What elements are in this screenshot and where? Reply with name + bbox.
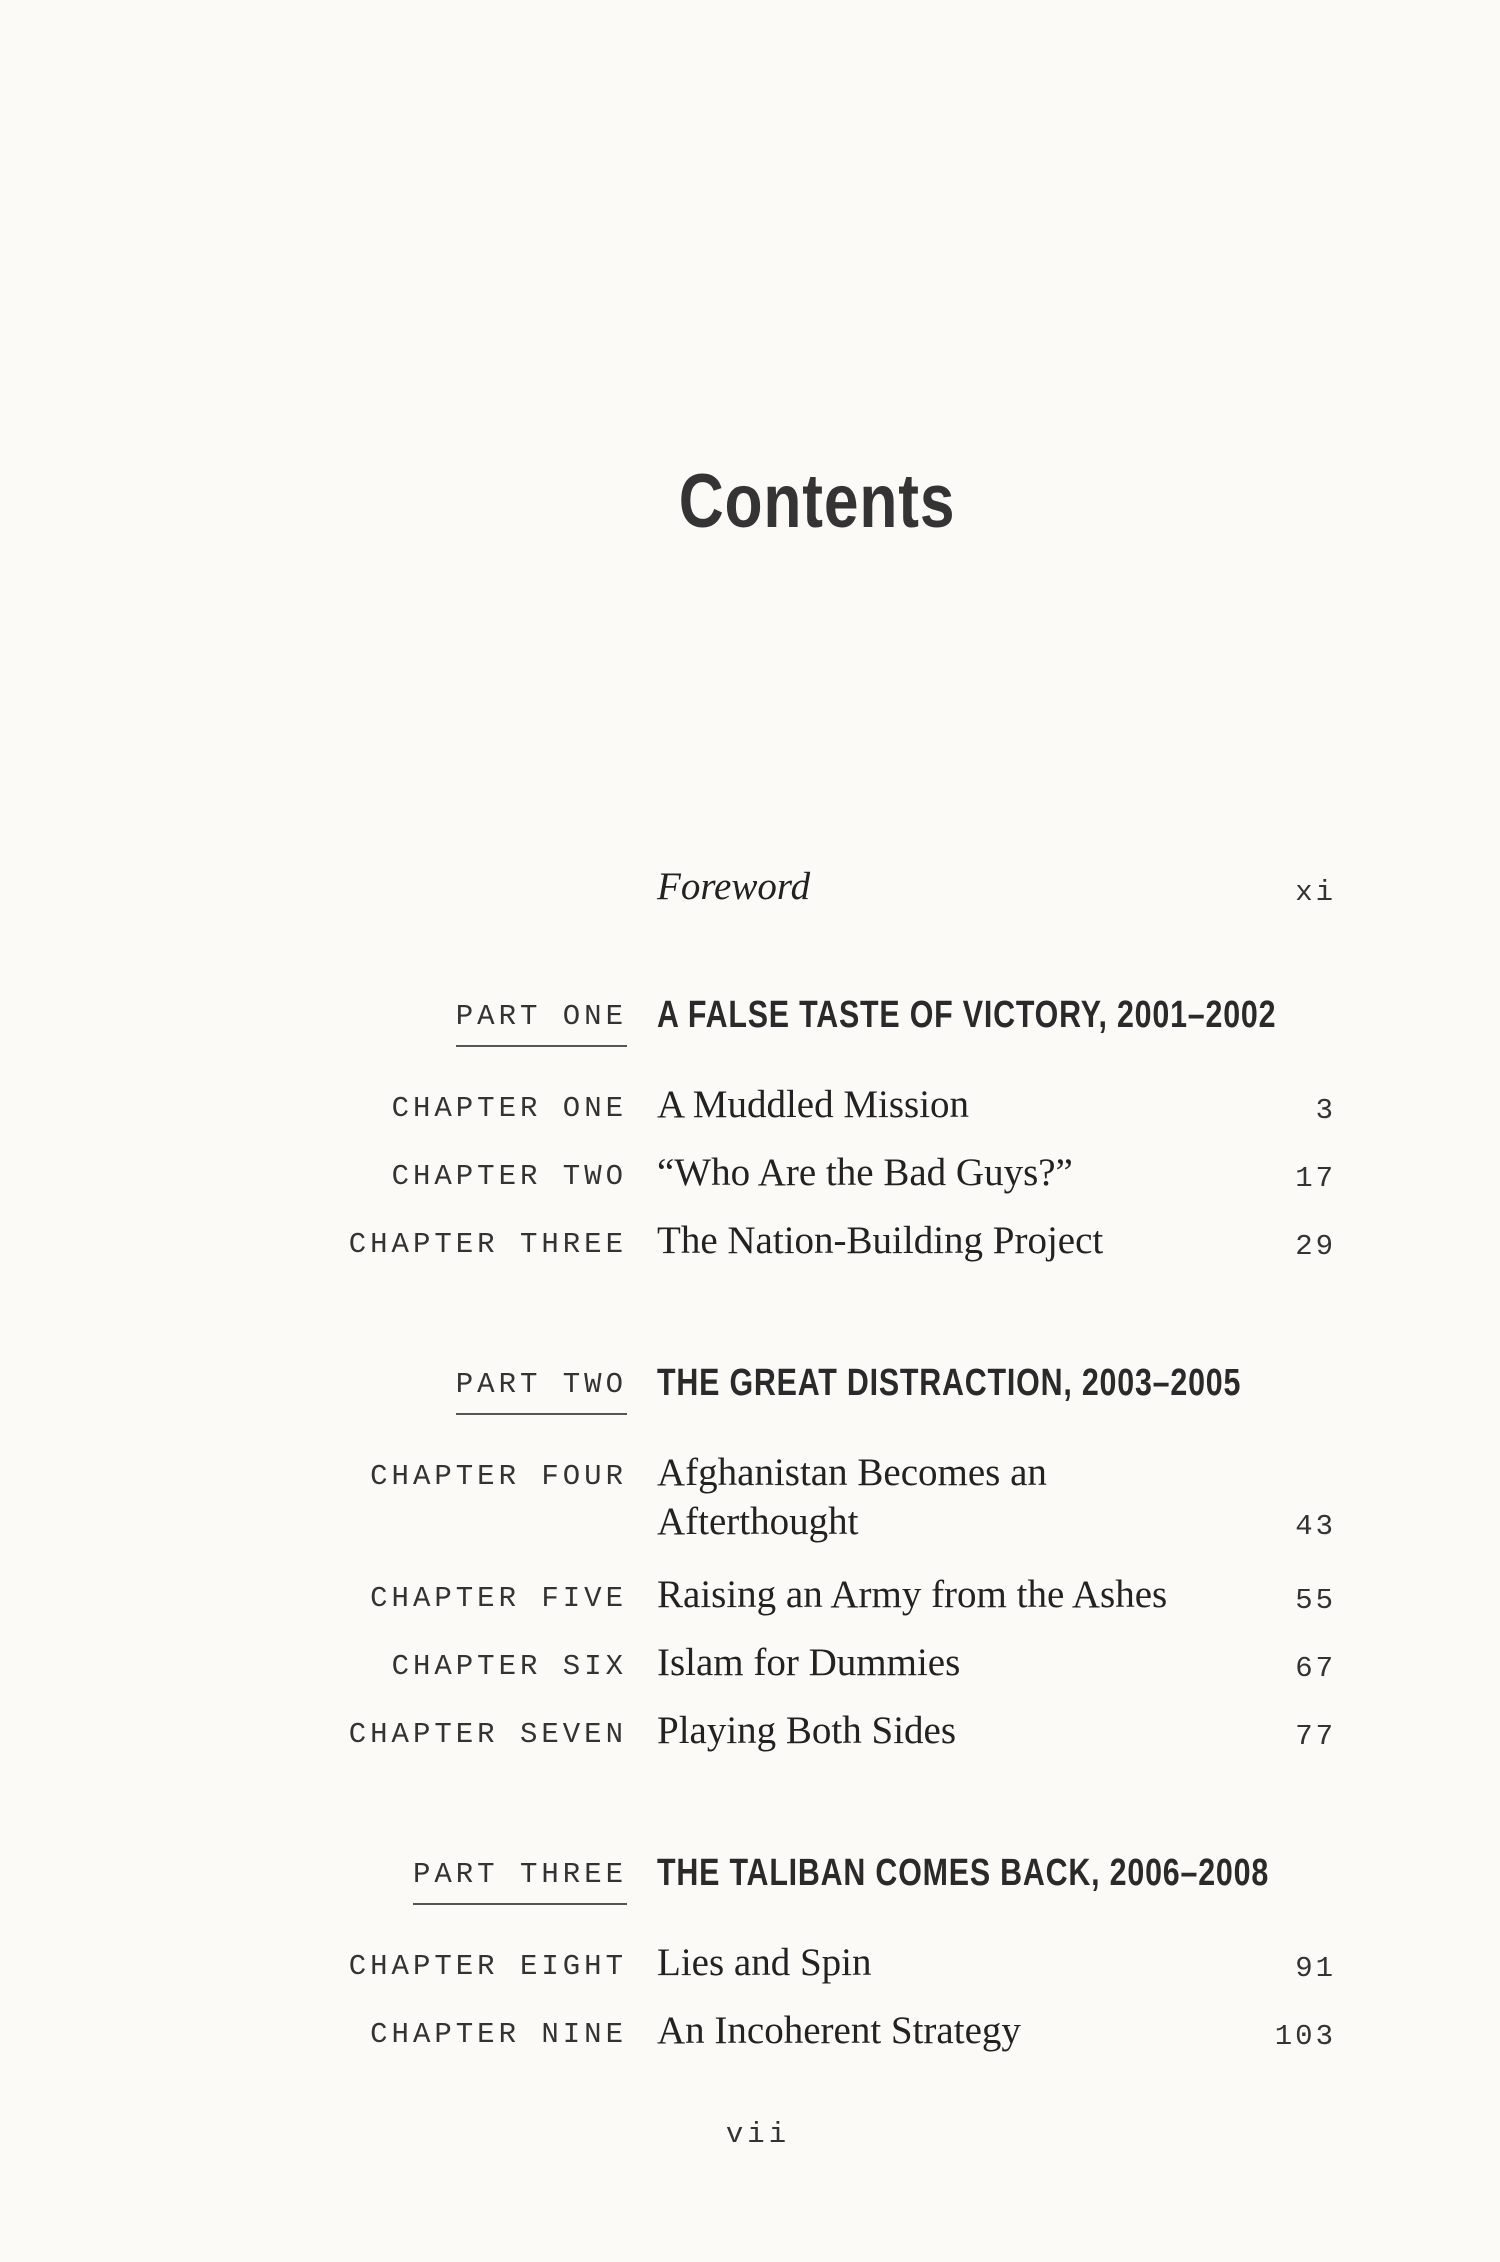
part-label: PART TWO	[456, 1368, 627, 1415]
toc-entry-chapter-three	[0, 1212, 1500, 1272]
chapter-label: CHAPTER FOUR	[370, 1460, 627, 1493]
chapter-title: “Who Are the Bad Guys?”	[657, 1151, 1073, 1194]
chapter-title	[657, 1450, 1047, 1544]
chapter-label: CHAPTER TWO	[391, 1160, 627, 1193]
chapter-title: Lies and Spin	[657, 1941, 872, 1984]
chapter-label: CHAPTER NINE	[370, 2018, 627, 2051]
chapter-title: An Incoherent Strategy	[657, 2009, 1021, 2052]
part-heading-three	[0, 1842, 1500, 1902]
chapter-title: The Nation-Building Project	[657, 1219, 1104, 1262]
chapter-title-line-1: Afghanistan Becomes an	[657, 1451, 1047, 1494]
chapter-label: CHAPTER SEVEN	[348, 1718, 627, 1751]
chapter-label: CHAPTER EIGHT	[348, 1950, 627, 1983]
part-label: PART ONE	[456, 1000, 627, 1047]
toc-entry-chapter-eight	[0, 1934, 1500, 1994]
page-title: Contents	[678, 459, 956, 544]
toc-entry-chapter-six	[0, 1634, 1500, 1694]
chapter-label: CHAPTER ONE	[391, 1092, 627, 1125]
part-title: THE TALIBAN COMES BACK, 2006–2008	[657, 1852, 1270, 1894]
toc-entry-chapter-five	[0, 1566, 1500, 1626]
chapter-title: Raising an Army from the Ashes	[657, 1573, 1168, 1616]
foreword-title: Foreword	[657, 865, 811, 908]
chapter-title: Islam for Dummies	[657, 1641, 961, 1684]
chapter-page: 77	[1295, 1720, 1336, 1753]
chapter-label: CHAPTER SIX	[391, 1650, 627, 1683]
chapter-title: A Muddled Mission	[657, 1083, 970, 1126]
chapter-page: 17	[1295, 1162, 1336, 1195]
part-title: THE GREAT DISTRACTION, 2003–2005	[657, 1362, 1242, 1404]
chapter-page: 91	[1295, 1952, 1336, 1985]
chapter-title-line-2: Afterthought	[657, 1500, 859, 1543]
foreword-page: xi	[1295, 876, 1336, 909]
page-number: vii	[725, 2118, 791, 2151]
chapter-page: 67	[1295, 1652, 1336, 1685]
toc-entry-chapter-one	[0, 1076, 1500, 1136]
toc-entry-chapter-seven	[0, 1702, 1500, 1762]
chapter-label: CHAPTER FIVE	[370, 1582, 627, 1615]
part-label: PART THREE	[413, 1858, 627, 1905]
toc-entry-chapter-two	[0, 1144, 1500, 1204]
part-title: A FALSE TASTE OF VICTORY, 2001–2002	[657, 994, 1277, 1036]
chapter-title: Playing Both Sides	[657, 1709, 957, 1752]
part-heading-two	[0, 1352, 1500, 1412]
chapter-page: 29	[1295, 1230, 1336, 1263]
toc-entry-chapter-nine	[0, 2002, 1500, 2062]
part-heading-one	[0, 984, 1500, 1044]
chapter-page: 43	[1295, 1510, 1336, 1543]
toc-entry-foreword	[0, 858, 1500, 918]
chapter-label: CHAPTER THREE	[348, 1228, 627, 1261]
chapter-page: 55	[1295, 1584, 1336, 1617]
chapter-page: 103	[1274, 2020, 1336, 2053]
chapter-page: 3	[1315, 1094, 1336, 1127]
toc-entry-chapter-four	[0, 1444, 1500, 1564]
